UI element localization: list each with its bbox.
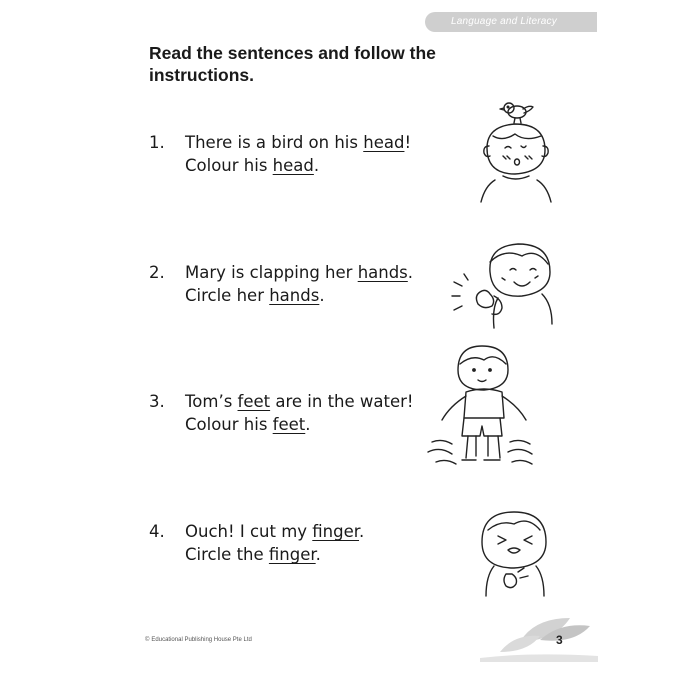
target-word: finger <box>312 522 360 541</box>
item-line-2: Circle her hands. <box>185 286 325 305</box>
item-line-2: Colour his head. <box>185 156 320 175</box>
boy-in-water-illustration <box>418 342 543 470</box>
page-number: 3 <box>556 633 563 647</box>
item-line-2: Circle the finger. <box>185 545 321 564</box>
item-number: 3. <box>149 392 165 411</box>
item-line-1: There is a bird on his head! <box>185 133 412 152</box>
item-line-1: Ouch! I cut my finger. <box>185 522 365 541</box>
target-word: feet <box>272 415 306 434</box>
instructions-heading: Read the sentences and follow the instructions. <box>149 43 436 85</box>
target-word: hands <box>269 286 320 305</box>
item-number: 4. <box>149 522 165 541</box>
copyright-icon: © <box>145 637 150 643</box>
target-word: feet <box>237 392 271 411</box>
copyright-notice: © Educational Publishing House Pte Ltd <box>145 637 252 643</box>
target-word: finger <box>268 545 316 564</box>
leaf-decoration <box>470 612 600 666</box>
section-tab: Language and Literacy <box>425 12 597 32</box>
item-line-1: Tom’s feet are in the water! <box>185 392 414 411</box>
item-number: 1. <box>149 133 165 152</box>
target-word: head <box>272 156 314 175</box>
item-line-1: Mary is clapping her hands. <box>185 263 414 282</box>
child-cut-finger-illustration <box>470 500 560 600</box>
target-word: hands <box>357 263 408 282</box>
girl-clapping-illustration <box>450 232 565 332</box>
target-word: head <box>363 133 405 152</box>
boy-with-bird-illustration <box>465 98 565 203</box>
item-line-2: Colour his feet. <box>185 415 311 434</box>
item-number: 2. <box>149 263 165 282</box>
